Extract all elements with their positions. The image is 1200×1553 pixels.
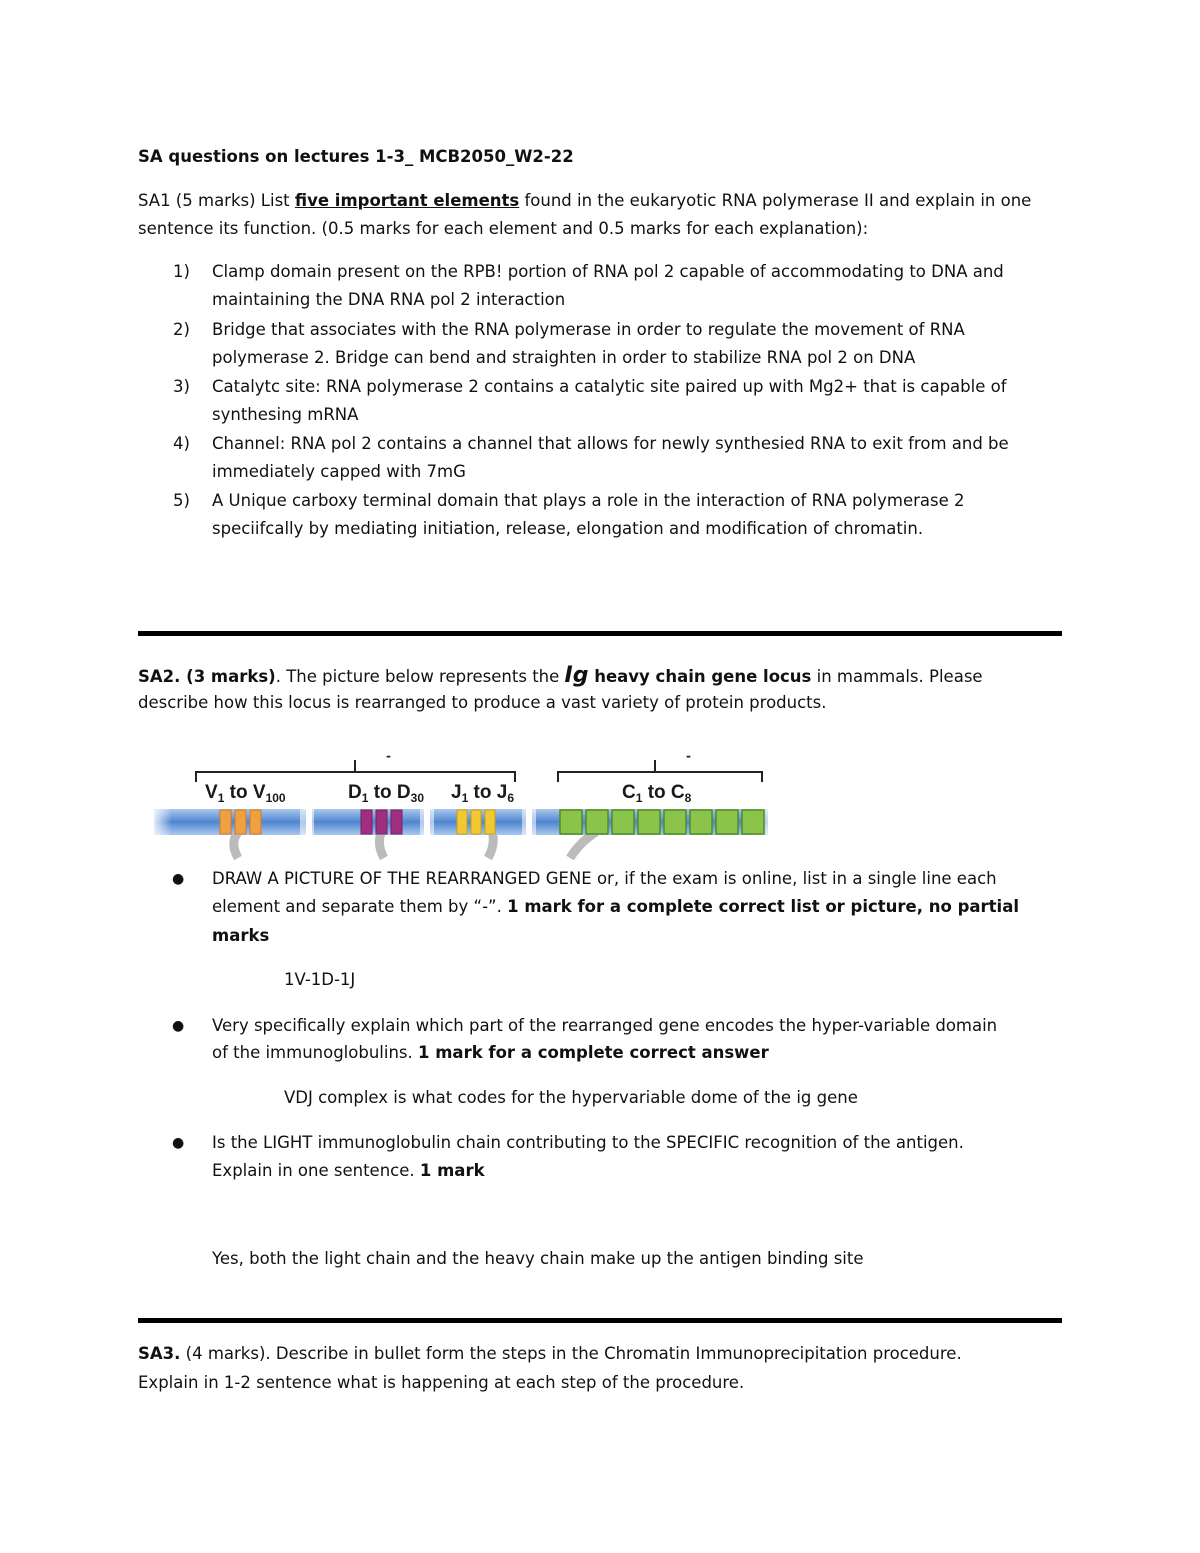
c-bracket xyxy=(558,772,762,782)
dash-mark: - xyxy=(686,749,691,763)
sa1-intro-text: SA1 (5 marks) List xyxy=(138,191,295,210)
c-range-label: $C_1$ to $C_8$ xyxy=(622,782,692,805)
c-segment xyxy=(664,810,686,834)
chromosome-gap xyxy=(300,807,314,837)
bullet-marks-cont: marks xyxy=(212,926,270,945)
bullet-text-part: of the immunoglobulins. xyxy=(212,1043,419,1062)
v-segment xyxy=(235,810,246,834)
d-range-label: $D_1$ to $D_{30}$ xyxy=(348,782,425,805)
sa1-intro-emphasis: five important elements xyxy=(294,191,520,210)
c-segment xyxy=(560,810,582,834)
sa3-heading-line2: Explain in 1-2 sentence what is happening at each step of the procedure. xyxy=(138,1373,745,1392)
sa3-heading-label: SA3. xyxy=(138,1344,181,1363)
c-segment xyxy=(690,810,712,834)
answer-text: Yes, both the light chain and the heavy chain make up the antigen binding site xyxy=(212,1249,864,1268)
section-divider xyxy=(138,631,1062,636)
d-segment xyxy=(376,810,387,834)
bullet-text-cont xyxy=(212,1161,485,1180)
chromosome-fade xyxy=(150,807,172,837)
c-segment xyxy=(586,810,608,834)
arc-decoration xyxy=(570,832,596,858)
answer-text: 1V-1D-1J xyxy=(284,970,356,989)
list-item: Clamp domain present on the RPB! portion of RNA pol 2 capable of accommodating to DNA and xyxy=(212,262,1004,281)
bullet-text-part: Explain in one sentence. xyxy=(212,1161,420,1180)
bullet-marks: 1 mark xyxy=(419,1161,485,1180)
sa2-heading-text-2: in mammals. Please xyxy=(811,667,983,686)
d-segment xyxy=(361,810,372,834)
bullet-marks: 1 mark for a complete correct list or picture, no partial xyxy=(507,897,1020,916)
v-segment xyxy=(250,810,261,834)
bullet-text-part: element and separate them by “-”. xyxy=(212,897,508,916)
c-segment xyxy=(638,810,660,834)
page-title: SA questions on lectures 1-3_ MCB2050_W2-22 xyxy=(138,147,574,166)
bullet-marks: 1 mark for a complete correct answer xyxy=(418,1043,769,1062)
list-item: Bridge that associates with the RNA polymerase in order to regulate the movement of RNA xyxy=(212,320,965,339)
list-number: 4) xyxy=(173,434,190,453)
bullet-icon: ● xyxy=(172,1018,185,1034)
ig-label: Ig xyxy=(564,663,589,688)
sa3-heading xyxy=(138,1344,962,1363)
list-item-cont: speciifcally by mediating initiation, release, elongation and modification of chromatin. xyxy=(212,519,924,538)
sa2-heading xyxy=(138,663,983,688)
vdj-bracket xyxy=(196,772,515,782)
bullet-text-cont xyxy=(212,1043,769,1062)
j-segment xyxy=(485,810,495,834)
j-segment xyxy=(471,810,481,834)
bullet-text-cont xyxy=(212,897,1019,916)
list-number: 1) xyxy=(173,262,190,281)
c-segment xyxy=(612,810,634,834)
sa2-heading-label: SA2. (3 marks) xyxy=(138,667,276,686)
list-item-cont: immediately capped with 7mG xyxy=(212,462,466,481)
j-range-label: $J_1$ to $J_6$ xyxy=(451,782,515,805)
list-number: 3) xyxy=(173,377,190,396)
ig-locus-figure xyxy=(150,748,780,860)
sa1-intro xyxy=(138,191,1031,210)
sa1-intro-line2: sentence its function. (0.5 marks for each element and 0.5 marks for each explanation): xyxy=(138,219,869,238)
c-segment xyxy=(742,810,764,834)
answer-text: VDJ complex is what codes for the hypervariable dome of the ig gene xyxy=(284,1088,858,1107)
v-segment xyxy=(220,810,231,834)
bullet-text: DRAW A PICTURE OF THE REARRANGED GENE or, if the exam is online, list in a single line each xyxy=(212,869,997,888)
bullet-text: Is the LIGHT immunoglobulin chain contributing to the SPECIFIC recognition of the antigen. xyxy=(212,1133,964,1152)
bullet-icon: ● xyxy=(172,871,185,887)
section-divider xyxy=(138,1318,1062,1323)
bullet-icon: ● xyxy=(172,1135,185,1151)
sa1-intro-text-2: found in the eukaryotic RNA polymerase II and explain in one xyxy=(519,191,1032,210)
list-item: A Unique carboxy terminal domain that plays a role in the interaction of RNA polymerase 2 xyxy=(212,491,965,510)
list-item-cont: synthesing mRNA xyxy=(212,405,359,424)
chromosome-gap xyxy=(522,807,536,837)
list-item-cont: polymerase 2. Bridge can bend and straighten in order to stabilize RNA pol 2 on DNA xyxy=(212,348,916,367)
sa2-heading-emphasis: heavy chain gene locus xyxy=(588,667,812,686)
j-segment xyxy=(457,810,467,834)
list-number: 2) xyxy=(173,320,190,339)
list-item: Catalytc site: RNA polymerase 2 contains a catalytic site paired up with Mg2+ that is capable of xyxy=(212,377,1007,396)
v-range-label: $V_1$ to $V_{100}$ xyxy=(205,782,286,805)
chromosome-gap xyxy=(420,807,434,837)
sa2-heading-line2: describe how this locus is rearranged to produce a vast variety of protein products. xyxy=(138,693,827,712)
list-item-cont: maintaining the DNA RNA pol 2 interaction xyxy=(212,290,566,309)
c-segment xyxy=(716,810,738,834)
sa3-heading-text: (4 marks). Describe in bullet form the steps in the Chromatin Immunoprecipitation procedure. xyxy=(180,1344,962,1363)
list-item: Channel: RNA pol 2 contains a channel that allows for newly synthesied RNA to exit from and be xyxy=(212,434,1009,453)
d-segment xyxy=(391,810,402,834)
dash-mark: - xyxy=(386,749,391,763)
bullet-text: Very specifically explain which part of the rearranged gene encodes the hyper-variable domain xyxy=(212,1016,998,1035)
sa2-heading-text: . The picture below represents the xyxy=(275,667,565,686)
list-number: 5) xyxy=(173,491,190,510)
